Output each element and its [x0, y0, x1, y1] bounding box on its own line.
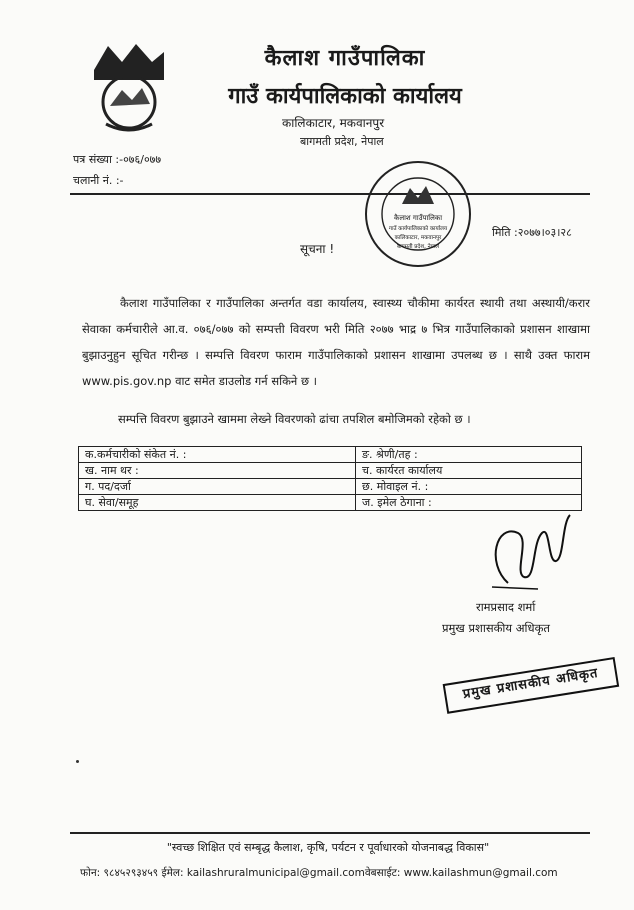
office-title: गाउँ कार्यपालिकाको कार्यालय [228, 84, 462, 109]
seal-text-2: गाउँ कार्यपालिकाको कार्यालय [388, 226, 448, 232]
table-cell: च. कार्यरत कार्यालय [356, 463, 582, 479]
seal-text-1: कैलाश गाउँपालिका [393, 214, 443, 222]
notice-body-2: सम्पत्ति विवरण बुझाउने खाममा लेख्ने विवरणको ढांचा तपशिल बमोजिमको रहेको छ । [118, 412, 471, 426]
municipality-title: कैलाश गाउँपालिका [264, 46, 426, 71]
signature [478, 503, 576, 595]
nepal-emblem-icon [86, 40, 172, 136]
table-cell: ज. इमेल ठेगाना : [356, 495, 582, 511]
table-cell: ग. पद/दर्जा [79, 479, 356, 495]
seal-text-4: बागमती प्रदेश, नेपाल [397, 244, 439, 250]
table-row [79, 463, 582, 479]
speck [76, 760, 79, 763]
seal-text-3: कालिकाटार, मकवानपुर [394, 235, 442, 241]
notice-heading: सूचना ! [300, 242, 335, 256]
designation-stamp: प्रमुख प्रशासकीय अधिकृत [443, 657, 620, 714]
letter-number: पत्र संख्या :-०७६/०७७ [73, 153, 162, 166]
office-seal [362, 158, 474, 270]
footer-contact: फोन: ९८४५२९३४५९ ईमेल: kailashruralmunicipal@gmail.comवेबसाईट: www.kailashmun@gmail.com [80, 867, 558, 879]
signatory-title: प्रमुख प्रशासकीय अधिकृत [442, 621, 550, 635]
table-cell: क.कर्मचारीको संकेत नं. : [79, 447, 356, 463]
table-cell: ङ. श्रेणी/तह : [356, 447, 582, 463]
table-cell: घ. सेवा/समूह [79, 495, 356, 511]
address-line-2: बागमती प्रदेश, नेपाल [300, 135, 384, 148]
footer-slogan: "स्वच्छ शिक्षित एवं सम्बृद्ध कैलाश, कृषि, पर्यटन र पूर्वाधारको योजनाबद्ध विकास" [166, 841, 490, 854]
address-line-1: कालिकाटार, मकवानपुर [282, 116, 385, 130]
envelope-details-table [78, 446, 582, 511]
signatory-name: रामप्रसाद शर्मा [476, 600, 536, 614]
header-divider [70, 193, 590, 195]
table-cell: ख. नाम थर : [79, 463, 356, 479]
table-row [79, 447, 582, 463]
table-cell: छ. मोवाइल नं. : [356, 479, 582, 495]
dispatch-number: चलानी नं. :- [73, 174, 124, 187]
notice-date: मिति :२०७७।०३।२८ [492, 226, 572, 239]
notice-body: कैलाश गाउँपालिका र गाउँपालिका अन्तर्गत वडा कार्यालय, स्वास्थ्य चौकीमा कार्यरत स्थायी तथा अस्थायी/करार सेवाका कर्मचारीले आ.व. ०७६/०७७ को सम्पत्ती विवरण भरी मिति २०७७ भाद्र ७ भित्र गाउँपालिकाको प्रशासन शाखामा बुझाउनुहुन सूचित गरीन्छ । सम्पत्ति विवरण फाराम गाउँपालिकाको प्रशासन शाखामा उपलब्ध छ । साथै उक्त फाराम www.pis.gov.np वाट समेत डाउलोड गर्न सकिने छ । [82, 296, 590, 388]
table-row [79, 479, 582, 495]
footer-divider [70, 832, 590, 834]
